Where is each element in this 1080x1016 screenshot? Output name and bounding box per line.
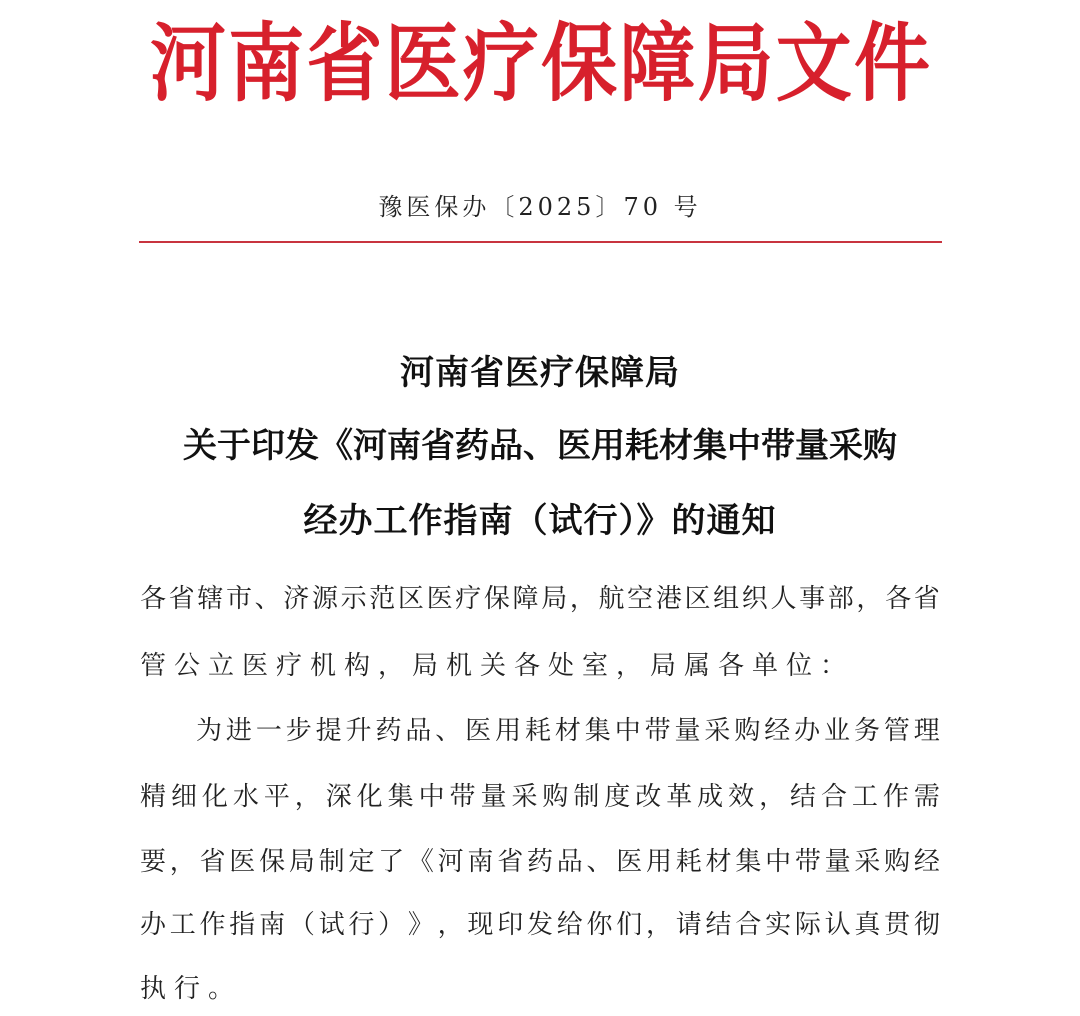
text-char: 品 bbox=[556, 847, 583, 877]
text-char: 医 bbox=[465, 716, 492, 746]
text-char: 疗 bbox=[455, 584, 482, 614]
text-char: 医 bbox=[229, 847, 256, 877]
text-char: 医 bbox=[426, 584, 453, 614]
document-number: 豫医保办〔2025〕70 号 bbox=[378, 193, 702, 221]
text-char: 购 bbox=[884, 847, 911, 877]
text-char: 耗 bbox=[675, 847, 702, 877]
text-char: 革 bbox=[666, 782, 693, 812]
text-char: 请 bbox=[675, 910, 702, 940]
text-char: 升 bbox=[345, 716, 372, 746]
text-char: 织 bbox=[741, 584, 768, 614]
masthead-char: 件 bbox=[853, 13, 930, 114]
text-char: 办 bbox=[140, 910, 167, 940]
text-char: （ bbox=[288, 910, 315, 940]
text-char: 集 bbox=[735, 847, 762, 877]
text-char: 采 bbox=[704, 716, 731, 746]
body-line-2 bbox=[140, 776, 940, 813]
text-char: ， bbox=[569, 584, 596, 614]
text-char: 用 bbox=[646, 847, 673, 877]
text-char: 耗 bbox=[524, 716, 551, 746]
text-char: 中 bbox=[614, 716, 641, 746]
text-char: 平 bbox=[263, 782, 290, 812]
text-char: 、 bbox=[586, 847, 613, 877]
text-char: 省 bbox=[199, 847, 226, 877]
text-char: 省 bbox=[168, 584, 195, 614]
text-char: 人 bbox=[770, 584, 797, 614]
text-char: 提 bbox=[315, 716, 342, 746]
text-char: 细 bbox=[170, 782, 197, 812]
text-char: 一 bbox=[255, 716, 282, 746]
text-char: 、 bbox=[435, 716, 462, 746]
text-char: 源 bbox=[311, 584, 338, 614]
masthead-title bbox=[150, 8, 930, 120]
text-char: 部 bbox=[827, 584, 854, 614]
masthead-char: 省 bbox=[306, 13, 383, 114]
masthead-char: 文 bbox=[775, 13, 852, 114]
text-char: 购 bbox=[734, 716, 761, 746]
text-char: 精 bbox=[140, 782, 167, 812]
text-char: 障 bbox=[512, 584, 539, 614]
text-char: 港 bbox=[655, 584, 682, 614]
text-char: 经 bbox=[913, 847, 940, 877]
text-char: 药 bbox=[526, 847, 553, 877]
text-char: 集 bbox=[387, 782, 414, 812]
text-char: 深 bbox=[325, 782, 352, 812]
text-char: 各 bbox=[885, 584, 912, 614]
text-char: 、 bbox=[254, 584, 281, 614]
body-line-5 bbox=[140, 968, 940, 1005]
text-char: 药 bbox=[375, 716, 402, 746]
text-char: 印 bbox=[497, 910, 524, 940]
text-char: 区 bbox=[397, 584, 424, 614]
text-char: 作 bbox=[199, 910, 226, 940]
text-char: 理 bbox=[913, 716, 940, 746]
text-char: 发 bbox=[526, 910, 553, 940]
text-char: 水 bbox=[232, 782, 259, 812]
text-char: 医 bbox=[616, 847, 643, 877]
text-char: 组 bbox=[713, 584, 740, 614]
text-char: 辖 bbox=[197, 584, 224, 614]
text-char: 带 bbox=[794, 847, 821, 877]
text-char: 制 bbox=[573, 782, 600, 812]
text-char: 务 bbox=[853, 716, 880, 746]
text-char: 品 bbox=[405, 716, 432, 746]
text-char: 化 bbox=[201, 782, 228, 812]
addressee-line-1 bbox=[140, 578, 940, 615]
text-char: 保 bbox=[259, 847, 286, 877]
text-char: 工 bbox=[851, 782, 878, 812]
text-char: 试 bbox=[318, 910, 345, 940]
text-char: 材 bbox=[554, 716, 581, 746]
text-char: 南 bbox=[467, 847, 494, 877]
masthead-char: 局 bbox=[697, 13, 774, 114]
text-char: 工 bbox=[169, 910, 196, 940]
text-char: 中 bbox=[765, 847, 792, 877]
text-char: ， bbox=[759, 782, 786, 812]
text-char: 材 bbox=[705, 847, 732, 877]
text-char: 实 bbox=[765, 910, 792, 940]
text-char: 度 bbox=[604, 782, 631, 812]
text-char: 带 bbox=[449, 782, 476, 812]
text-char: 进 bbox=[225, 716, 252, 746]
text-char: 事 bbox=[799, 584, 826, 614]
text-char: 》 bbox=[407, 910, 434, 940]
text-char: 指 bbox=[229, 910, 256, 940]
red-divider-rule bbox=[139, 241, 942, 243]
addressee-line-2 bbox=[140, 645, 940, 682]
text-char: 省 bbox=[497, 847, 524, 877]
text-char: 采 bbox=[511, 782, 538, 812]
text-char: 购 bbox=[542, 782, 569, 812]
text-char: 贯 bbox=[884, 910, 911, 940]
text-char: 中 bbox=[418, 782, 445, 812]
document-title-line-2: 关于印发《河南省药品、医用耗材集中带量采购 bbox=[183, 426, 897, 466]
text-char: 量 bbox=[824, 847, 851, 877]
text-char: 要 bbox=[140, 847, 167, 877]
addressee-text: 管公立医疗机构，局机关各处室，局属各单位： bbox=[140, 651, 855, 681]
body-line-3 bbox=[140, 841, 940, 878]
text-char: 化 bbox=[356, 782, 383, 812]
text-char: ， bbox=[169, 847, 196, 877]
body-line-1 bbox=[196, 710, 940, 747]
text-char: ， bbox=[437, 910, 464, 940]
text-char: 各 bbox=[140, 584, 167, 614]
text-char: 合 bbox=[735, 910, 762, 940]
text-char: 区 bbox=[684, 584, 711, 614]
text-char: ， bbox=[646, 910, 673, 940]
text-char: 用 bbox=[495, 716, 522, 746]
masthead-char: 医 bbox=[384, 13, 461, 114]
text-char: 定 bbox=[348, 847, 375, 877]
body-line-4 bbox=[140, 904, 940, 941]
text-char: 经 bbox=[764, 716, 791, 746]
text-char: 作 bbox=[882, 782, 909, 812]
text-char: 现 bbox=[467, 910, 494, 940]
text-char: 范 bbox=[369, 584, 396, 614]
text-char: ） bbox=[378, 910, 405, 940]
text-char: 彻 bbox=[913, 910, 940, 940]
text-char: 合 bbox=[820, 782, 847, 812]
text-char: 保 bbox=[483, 584, 510, 614]
masthead-char: 南 bbox=[228, 13, 305, 114]
text-char: 你 bbox=[586, 910, 613, 940]
text-char: 成 bbox=[697, 782, 724, 812]
text-char: 了 bbox=[378, 847, 405, 877]
document-title-line-1: 河南省医疗保障局 bbox=[400, 353, 680, 393]
text-char: 认 bbox=[824, 910, 851, 940]
text-char: 河 bbox=[437, 847, 464, 877]
text-char: 业 bbox=[824, 716, 851, 746]
text-char: 办 bbox=[794, 716, 821, 746]
text-char: 量 bbox=[674, 716, 701, 746]
masthead-char: 保 bbox=[541, 13, 618, 114]
text-char: ， bbox=[294, 782, 321, 812]
text-char: 行 bbox=[348, 910, 375, 940]
masthead-char: 障 bbox=[619, 13, 696, 114]
text-char: 效 bbox=[728, 782, 755, 812]
text-char: 际 bbox=[794, 910, 821, 940]
text-char: 步 bbox=[285, 716, 312, 746]
text-char: 们 bbox=[616, 910, 643, 940]
text-char: 空 bbox=[627, 584, 654, 614]
document-title-line-3: 经办工作指南（试行）》的通知 bbox=[303, 501, 777, 541]
text-char: 航 bbox=[598, 584, 625, 614]
text-char: 制 bbox=[318, 847, 345, 877]
text-char: 市 bbox=[225, 584, 252, 614]
text-char: ， bbox=[856, 584, 883, 614]
text-char: 局 bbox=[541, 584, 568, 614]
text-char: 管 bbox=[883, 716, 910, 746]
text-char: 集 bbox=[584, 716, 611, 746]
text-char: 《 bbox=[407, 847, 434, 877]
text-char: 改 bbox=[635, 782, 662, 812]
text-char: 济 bbox=[283, 584, 310, 614]
text-char: 结 bbox=[790, 782, 817, 812]
text-char: 需 bbox=[913, 782, 940, 812]
text-char: 示 bbox=[340, 584, 367, 614]
text-char: 南 bbox=[259, 910, 286, 940]
masthead-char: 河 bbox=[150, 13, 226, 114]
text-char: 省 bbox=[913, 584, 940, 614]
text-char: 量 bbox=[480, 782, 507, 812]
text-char: 带 bbox=[644, 716, 671, 746]
text-char: 真 bbox=[854, 910, 881, 940]
text-char: 局 bbox=[288, 847, 315, 877]
text-char: 采 bbox=[854, 847, 881, 877]
text-char: 给 bbox=[556, 910, 583, 940]
masthead-char: 疗 bbox=[462, 13, 539, 114]
text-char: 结 bbox=[705, 910, 732, 940]
text-char: 为 bbox=[196, 716, 223, 746]
body-text: 执行。 bbox=[140, 974, 243, 1004]
